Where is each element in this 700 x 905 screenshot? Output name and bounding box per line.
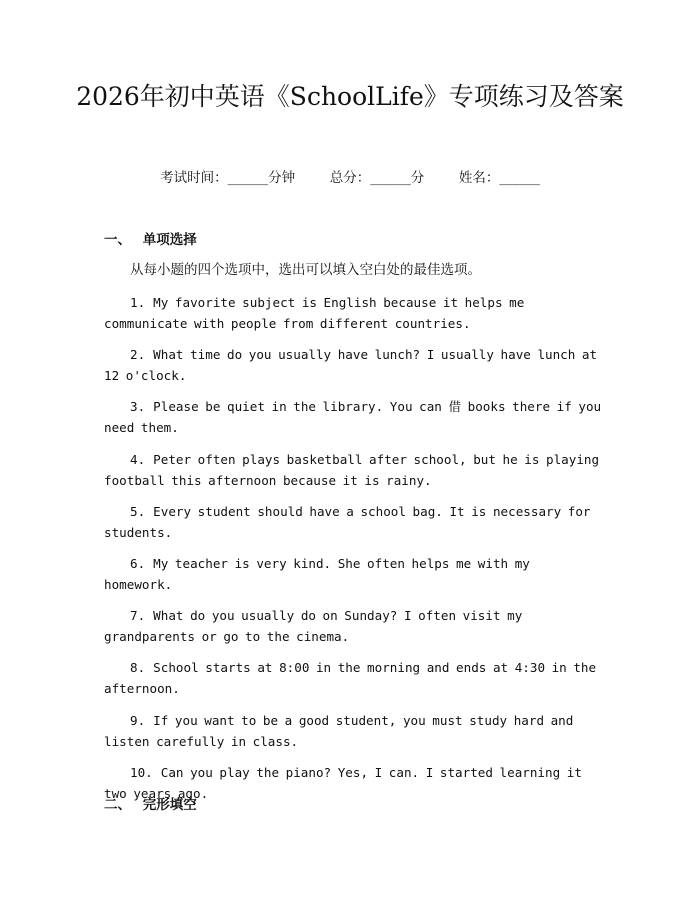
total-score-field: 总分：______分 xyxy=(329,170,425,186)
question-number: 9. xyxy=(130,712,146,728)
question-item xyxy=(104,396,604,438)
question-number: 10. xyxy=(130,764,153,780)
exam-time-field: 考试时间：______分钟 xyxy=(160,170,296,186)
section-2-heading xyxy=(104,796,197,814)
question-item xyxy=(104,710,604,752)
section-1-instruction: 从每小题的四个选项中，选出可以填入空白处的最佳选项。 xyxy=(130,262,481,278)
question-list xyxy=(104,292,604,814)
section-1-title: 单项选择 xyxy=(142,232,197,248)
question-number: 8. xyxy=(130,660,146,676)
student-name-field: 姓名：______ xyxy=(458,170,540,186)
exam-info-line xyxy=(0,169,700,187)
question-text: My teacher is very kind. She often helps me with my homework. xyxy=(104,555,530,592)
question-number: 1. xyxy=(130,295,146,310)
question-text: What do you usually do on Sunday? I often visit my grandparents or go to the cinema. xyxy=(104,608,523,645)
document-title: 2026年初中英语《SchoolLife》专项练习及答案 xyxy=(76,82,624,111)
question-text: Can you play the piano? Yes, I can. I started learning it two years ago. xyxy=(104,764,582,801)
question-text: My favorite subject is English because it helps me communicate with people from different countries. xyxy=(104,295,525,331)
question-item xyxy=(104,605,604,647)
question-item xyxy=(104,449,604,491)
question-number: 3. xyxy=(130,399,146,415)
question-item xyxy=(104,501,604,543)
question-text: If you want to be a good student, you must study hard and listen carefully in class. xyxy=(104,712,574,749)
question-text: School starts at 8:00 in the morning and ends at 4:30 in the afternoon. xyxy=(104,660,597,697)
section-1-heading xyxy=(104,231,197,249)
question-item xyxy=(104,344,604,386)
question-number: 7. xyxy=(130,608,146,624)
question-item xyxy=(104,553,604,595)
question-item xyxy=(104,292,604,334)
question-number: 6. xyxy=(130,555,146,571)
section-2-number: 二、 xyxy=(104,797,131,813)
question-text: Please be quiet in the library. You can 借 books there if you need them. xyxy=(104,399,602,436)
question-number: 5. xyxy=(130,503,146,519)
question-text: Every student should have a school bag. It is necessary for students. xyxy=(104,503,591,540)
question-item xyxy=(104,657,604,699)
question-number: 4. xyxy=(130,451,146,467)
section-2-title: 完形填空 xyxy=(142,797,197,813)
section-1-number: 一、 xyxy=(104,232,131,248)
question-number: 2. xyxy=(130,347,146,363)
question-text: Peter often plays basketball after school, but he is playing football this afternoon because it is rainy. xyxy=(104,451,600,488)
question-text: What time do you usually have lunch? I usually have lunch at 12 o'clock. xyxy=(104,347,598,384)
